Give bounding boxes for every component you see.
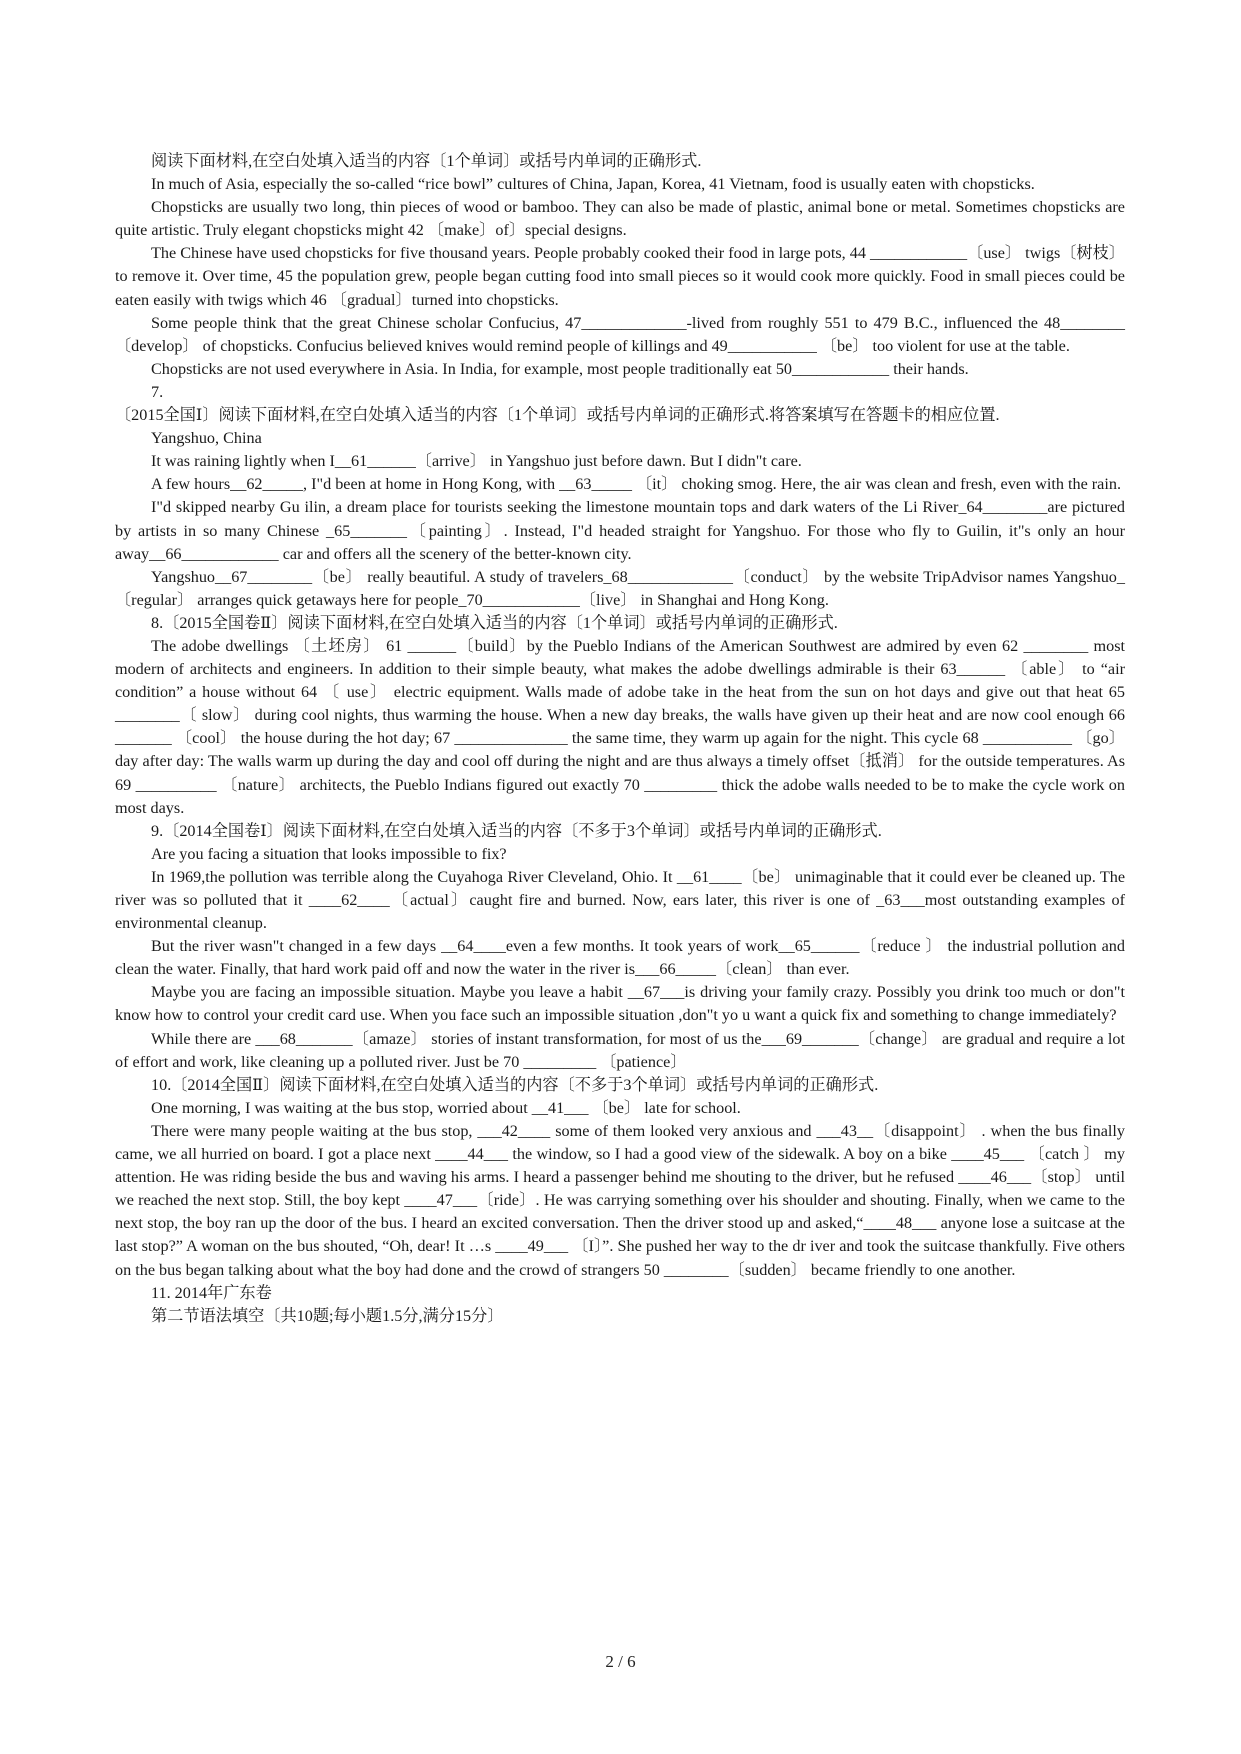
- paragraph: It was raining lightly when I__61______〔arrive〕 in Yangshuo just before dawn. But I didn"t care.: [151, 452, 802, 471]
- paragraph: I"d skipped nearby Gu ilin, a dream place for tourists seeking the limestone mountain tops and dark waters of the Li River_64________are pictured by artists in so many Chinese _65_______〔painting〕. Instead, I"d headed straight for Yangshuo. For those who fly to Guilin, it"s only an hour away__66____________ car and offers all the scenery of the better-known city.: [115, 498, 1125, 563]
- paragraph: Chopsticks are usually two long, thin pieces of wood or bamboo. They can also be made of plastic, animal bone or metal. Sometimes chopsticks are quite artistic. Truly elegant chopsticks might 42 〔make〕of〕special designs.: [115, 198, 1125, 240]
- paragraph: The Chinese have used chopsticks for five thousand years. People probably cooked their food in large pots, 44 ____________〔use〕 twigs〔树枝〕 to remove it. Over time, 45 the population grew, people began cutting food into small pieces so it would cook more quickly. Food in small pieces could be eaten easily with twigs which 46 〔gradual〕turned into chopsticks.: [115, 244, 1125, 309]
- section-instruction: 8.〔2015全国卷Ⅱ〕阅读下面材料,在空白处填入适当的内容〔1个单词〕或括号内单词的正确形式.: [151, 613, 838, 632]
- paragraph: While there are ___68_______〔amaze〕 stories of instant transformation, for most of us the___69_______〔change〕 are gradual and require a lot of effort and work, like cleaning up a polluted river. Just be 70 _________ 〔patience〕: [115, 1029, 1125, 1071]
- section-number: 11. 2014年广东卷: [151, 1283, 272, 1302]
- paragraph: There were many people waiting at the bus stop, ___42____ some of them looked very anxious and ___43__〔disappoint〕 . when the bus finally came, we all hurried on board. I got a place next ____44___ the window, so I had a good view of the sidewalk. A boy on a bike ____45___ 〔catch 〕 my attention. He was riding beside the bus and waving his arms. I heard a passenger behind me shouting to the driver, but he refused ____46___〔stop〕 until we reached the next stop. Still, the boy kept ____47___〔ride〕. He was carrying something over his shoulder and shouting. Finally, when we came to the next stop, the boy ran up the door of the bus. I heard an excited conversation. Then the driver stood up and asked,“____48___ anyone lose a suitcase at the last stop?” A woman on the bus shouted, “Oh, dear! It …s ____49___ 〔I〕”. She pushed her way to the dr iver and took the suitcase thankfully. Five others on the bus began talking about what the boy had done and the crowd of strangers 50 ________〔sudden〕 became friendly to one another.: [115, 1121, 1125, 1279]
- paragraph: In much of Asia, especially the so-called “rice bowl” cultures of China, Japan, Korea, 41 Vietnam, food is usually eaten with chopsticks.: [151, 175, 1035, 194]
- passage-title: Yangshuo, China: [151, 429, 262, 448]
- page-number: 2 / 6: [605, 1652, 636, 1671]
- section-heading: 第二节语法填空〔共10题;每小题1.5分,满分15分〕: [151, 1306, 504, 1325]
- section-instruction: 9.〔2014全国卷Ⅰ〕阅读下面材料,在空白处填入适当的内容〔不多于3个单词〕或括号内单词的正确形式.: [151, 821, 882, 840]
- paragraph: The adobe dwellings 〔土坯房〕 61 ______〔build〕by the Pueblo Indians of the American Southwest are admired by even 62 ________ most modern of architects and engineers. In addition to their simple beauty, what makes the adobe dwellings admirable is their 63______ 〔able〕 to “air condition” a house without 64 〔 use〕 electric equipment. Walls made of adobe take in the heat from the sun on hot days and give out that heat 65 ________〔 slow〕 during cool nights, thus warming the house. When a new day breaks, the walls have given up their heat and are now cool enough 66 _______ 〔cool〕 the house during the hot day; 67 ______________ the same time, they warm up again for the night. This cycle 68 ___________ 〔go〕 day after day: The walls warm up during the day and cool off during the night and are thus always a timely offset〔抵消〕 for the outside temperatures. As 69 __________ 〔nature〕 architects, the Pueblo Indians figured out exactly 70 _________ thick the adobe walls needed to be to make the cycle work on most days.: [115, 636, 1125, 817]
- paragraph: 阅读下面材料,在空白处填入适当的内容〔1个单词〕或括号内单词的正确形式.: [151, 152, 702, 170]
- document-body: [115, 150, 1125, 1328]
- paragraph: Are you facing a situation that looks impossible to fix?: [151, 844, 507, 863]
- paragraph: Maybe you are facing an impossible situation. Maybe you leave a habit __67___is driving your family crazy. Possibly you drink too much or don"t know how to control your credit card use. When you face such an impossible situation ,don"t yo u want a quick fix and something to change immediately?: [115, 983, 1125, 1025]
- paragraph: Some people think that the great Chinese scholar Confucius, 47_____________-lived from roughly 551 to 479 B.C., influenced the 48________ 〔develop〕 of chopsticks. Confucius believed knives would remind people of killings and 49___________ 〔be〕 too violent for use at the table.: [115, 313, 1125, 355]
- paragraph: A few hours__62_____, I"d been at home in Hong Kong, with __63_____ 〔it〕 choking smog. Here, the air was clean and fresh, even with the rain.: [151, 475, 1122, 494]
- paragraph: One morning, I was waiting at the bus stop, worried about __41___ 〔be〕 late for school.: [151, 1098, 741, 1117]
- section-instruction: 〔2015全国Ⅰ〕阅读下面材料,在空白处填入适当的内容〔1个单词〕或括号内单词的正确形式.将答案填写在答题卡的相应位置.: [115, 406, 1000, 425]
- paragraph: Chopsticks are not used everywhere in Asia. In India, for example, most people traditionally eat 50____________ their hands.: [151, 359, 969, 378]
- paragraph: In 1969,the pollution was terrible along the Cuyahoga River Cleveland, Ohio. It __61____〔be〕 unimaginable that it could ever be cleaned up. The river was so polluted that it ____62____〔actual〕caught fire and burned. Now, ears later, this river is one of _63___most outstanding examples of environmental cleanup.: [115, 867, 1125, 933]
- section-instruction: 10.〔2014全国Ⅱ〕阅读下面材料,在空白处填入适当的内容〔不多于3个单词〕或括号内单词的正确形式.: [151, 1075, 879, 1094]
- section-number: 7.: [151, 382, 164, 401]
- paragraph: But the river wasn"t changed in a few days __64____even a few months. It took years of work__65______〔reduce 〕 the industrial pollution and clean the water. Finally, that hard work paid off and now the water in the river is___66_____〔clean〕 than ever.: [115, 937, 1125, 979]
- paragraph: Yangshuo__67________〔be〕 really beautiful. A study of travelers_68_____________〔conduct〕 by the website TripAdvisor names Yangshuo_〔regular〕 arranges quick getaways here for people_70____________〔live〕 in Shanghai and Hong Kong.: [115, 567, 1125, 609]
